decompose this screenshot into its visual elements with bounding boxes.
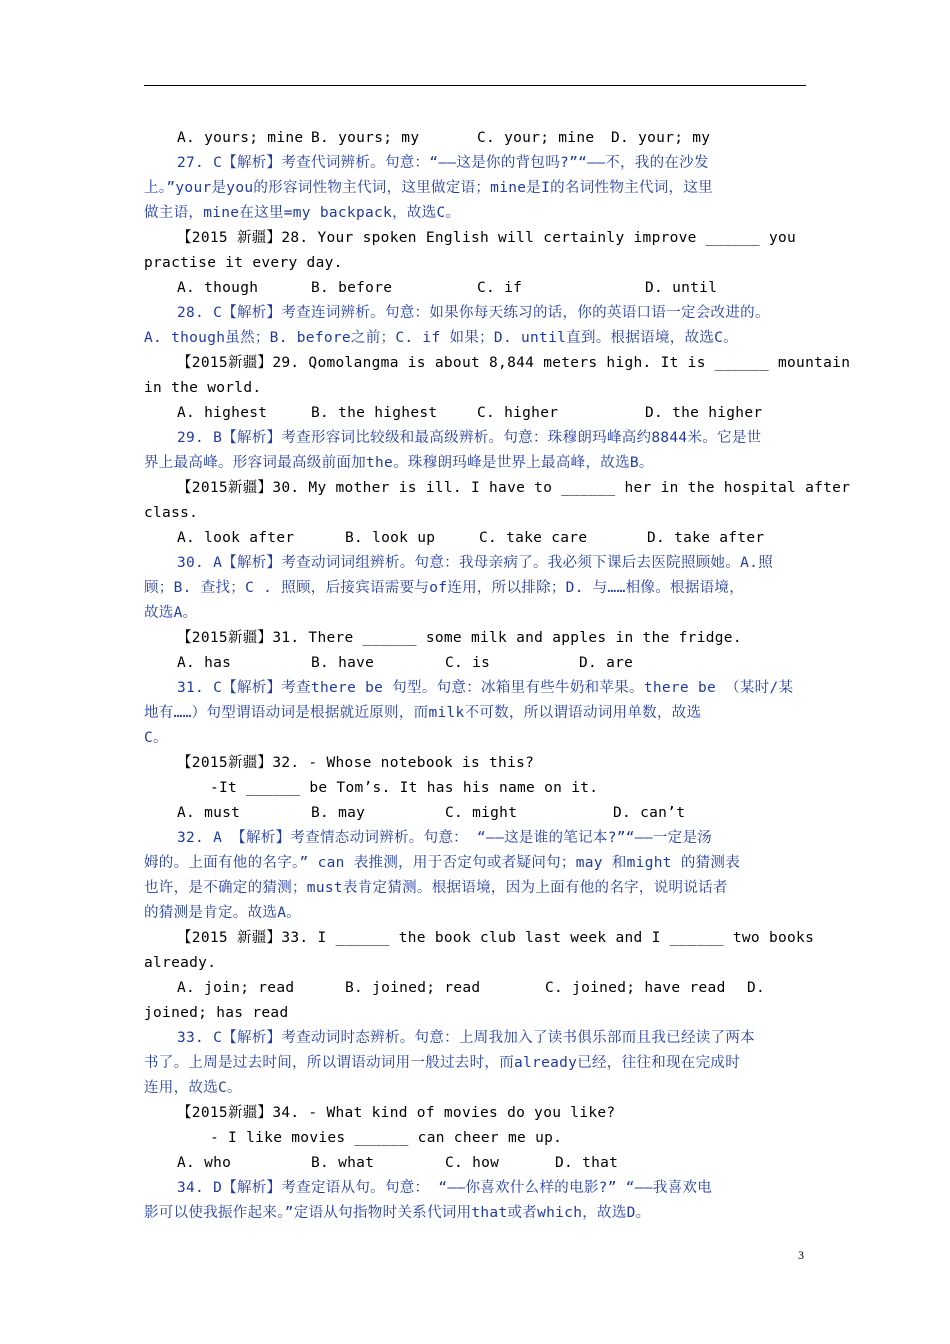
q29-explanation-line: 界上最高峰。形容词最高级前面加the。珠穆朗玛峰是世界上最高峰，故选B。: [144, 455, 654, 471]
q29-explanation-line: 29. B【解析】考查形容词比较级和最高级辨析。句意：珠穆朗玛峰高约8844米。它是世: [177, 430, 762, 446]
q28-explanation-line: 28. C【解析】考查连词辨析。句意：如果你每天练习的话，你的英语口语一定会改进的。: [177, 305, 770, 321]
q28-option-d: D. until: [645, 280, 718, 296]
q31-option-b: B. have: [311, 655, 375, 671]
q26-options: [144, 126, 808, 151]
q32-explanation-line: 的猜测是肯定。故选A。: [144, 905, 302, 921]
q33-explanation-line: 书了。上周是过去时间，所以谓语动词用一般过去时，而already已经，往往和现在完成时: [144, 1055, 741, 1071]
q30-option-d: D. take after: [647, 530, 765, 546]
q29-stem: 【2015新疆】29. Qomolangma is about 8,844 meters high. It is ______ mountain: [177, 355, 851, 371]
q30-option-c: C. take care: [479, 530, 588, 546]
header-rule: [144, 85, 806, 86]
q33-option-d-cont: joined; has read: [144, 1005, 289, 1021]
q33-option-b: B. joined; read: [345, 980, 481, 996]
q32-options: [144, 801, 808, 826]
q26-option-a: A. yours; mine: [177, 130, 304, 146]
q32-option-d: D. can’t: [613, 805, 686, 821]
q33-options: [144, 976, 808, 1001]
q33-stem: 【2015 新疆】33. I ______ the book club last week and I ______ two books: [177, 930, 815, 946]
q29-option-b: B. the highest: [311, 405, 438, 421]
q26-option-c: C. your; mine: [477, 130, 595, 146]
q28-option-c: C. if: [477, 280, 523, 296]
q27-explanation-line: 做主语，mine在这里=my backpack，故选C。: [144, 205, 461, 221]
q32-explanation-line: 姆的。上面有他的名字。” can 表推测，用于否定句或者疑问句；may 和might 的猜测表: [144, 855, 741, 871]
q29-option-c: C. higher: [477, 405, 559, 421]
q34-stem-cont: - I like movies ______ can cheer me up.: [210, 1130, 563, 1146]
q32-stem-cont: -It ______ be Tom’s. It has his name on it.: [210, 780, 599, 796]
q34-explanation-line: 影可以使我振作起来。”定语从句指物时关系代词用that或者which，故选D。: [144, 1205, 651, 1221]
q31-options: [144, 651, 808, 676]
q31-option-a: A. has: [177, 655, 232, 671]
q31-explanation-line: 31. C【解析】考查there be 句型。句意：冰箱里有些牛奶和苹果。there be （某时/某: [177, 680, 794, 696]
q28-stem: 【2015 新疆】28. Your spoken English will certainly improve ______ you: [177, 230, 797, 246]
q31-explanation-line: C。: [144, 730, 168, 746]
q32-explanation-line: 也许，是不确定的猜测；must表肯定猜测。根据语境，因为上面有他的名字，说明说话者: [144, 880, 728, 896]
q33-stem-cont: already.: [144, 955, 217, 971]
q30-option-a: A. look after: [177, 530, 295, 546]
q33-option-a: A. join; read: [177, 980, 295, 996]
q29-options: [144, 401, 808, 426]
q31-stem: 【2015新疆】31. There ______ some milk and apples in the fridge.: [177, 630, 742, 646]
q31-option-c: C. is: [445, 655, 491, 671]
q34-option-b: B. what: [311, 1155, 375, 1171]
q32-option-a: A. must: [177, 805, 241, 821]
q30-option-b: B. look up: [345, 530, 436, 546]
q33-explanation-line: 连用，故选C。: [144, 1080, 242, 1096]
q32-option-c: C. might: [445, 805, 518, 821]
q28-option-a: A. though: [177, 280, 259, 296]
q34-explanation-line: 34. D【解析】考查定语从句。句意： “——你喜欢什么样的电影?” “——我喜欢电: [177, 1180, 713, 1196]
page-number: 3: [798, 1248, 804, 1262]
document-body: [144, 126, 851, 1226]
q32-option-b: B. may: [311, 805, 366, 821]
q34-option-a: A. who: [177, 1155, 232, 1171]
q27-explanation-line: 27. C【解析】考查代词辨析。句意：“——这是你的背包吗?”“——不，我的在沙发: [177, 155, 709, 171]
q34-stem: 【2015新疆】34. - What kind of movies do you like?: [177, 1105, 616, 1121]
q33-explanation-line: 33. C【解析】考查动词时态辨析。句意：上周我加入了读书俱乐部而且我已经读了两本: [177, 1030, 755, 1046]
q28-stem-cont: practise it every day.: [144, 255, 343, 271]
q28-explanation-line: A. though虽然；B. before之前；C. if 如果；D. until直到。根据语境，故选C。: [144, 330, 738, 346]
q31-option-d: D. are: [579, 655, 634, 671]
q31-explanation-line: 地有……）句型谓语动词是根据就近原则，而milk不可数，所以谓语动词用单数，故选: [144, 705, 702, 721]
q30-explanation-line: 顾；B. 查找；C . 照顾，后接宾语需要与of连用，所以排除；D. 与……相像。根据语境，: [144, 580, 745, 596]
q33-option-d: D.: [747, 980, 766, 996]
q28-option-b: B. before: [311, 280, 393, 296]
q34-option-c: C. how: [445, 1155, 500, 1171]
q34-options: [144, 1151, 808, 1176]
q30-explanation-line: 故选A。: [144, 605, 198, 621]
q32-stem: 【2015新疆】32. - Whose notebook is this?: [177, 755, 535, 771]
q26-option-d: D. your; my: [611, 130, 711, 146]
q30-options: [144, 526, 808, 551]
q29-option-d: D. the higher: [645, 405, 763, 421]
q27-explanation-line: 上。”your是you的形容词性物主代词，这里做定语；mine是I的名词性物主代词，这里: [144, 180, 713, 196]
q29-stem-cont: in the world.: [144, 380, 262, 396]
q34-option-d: D. that: [555, 1155, 619, 1171]
q28-options: [144, 276, 808, 301]
q30-explanation-line: 30. A【解析】考查动词词组辨析。句意：我母亲病了。我必须下课后去医院照顾她。A.照: [177, 555, 774, 571]
q26-option-b: B. yours; my: [311, 130, 420, 146]
q32-explanation-line: 32. A 【解析】考查情态动词辨析。句意： “——这是谁的笔记本?”“——一定是汤: [177, 830, 713, 846]
q33-option-c: C. joined; have read: [545, 980, 726, 996]
q30-stem: 【2015新疆】30. My mother is ill. I have to ______ her in the hospital after: [177, 480, 851, 496]
q29-option-a: A. highest: [177, 405, 268, 421]
q30-stem-cont: class.: [144, 505, 199, 521]
